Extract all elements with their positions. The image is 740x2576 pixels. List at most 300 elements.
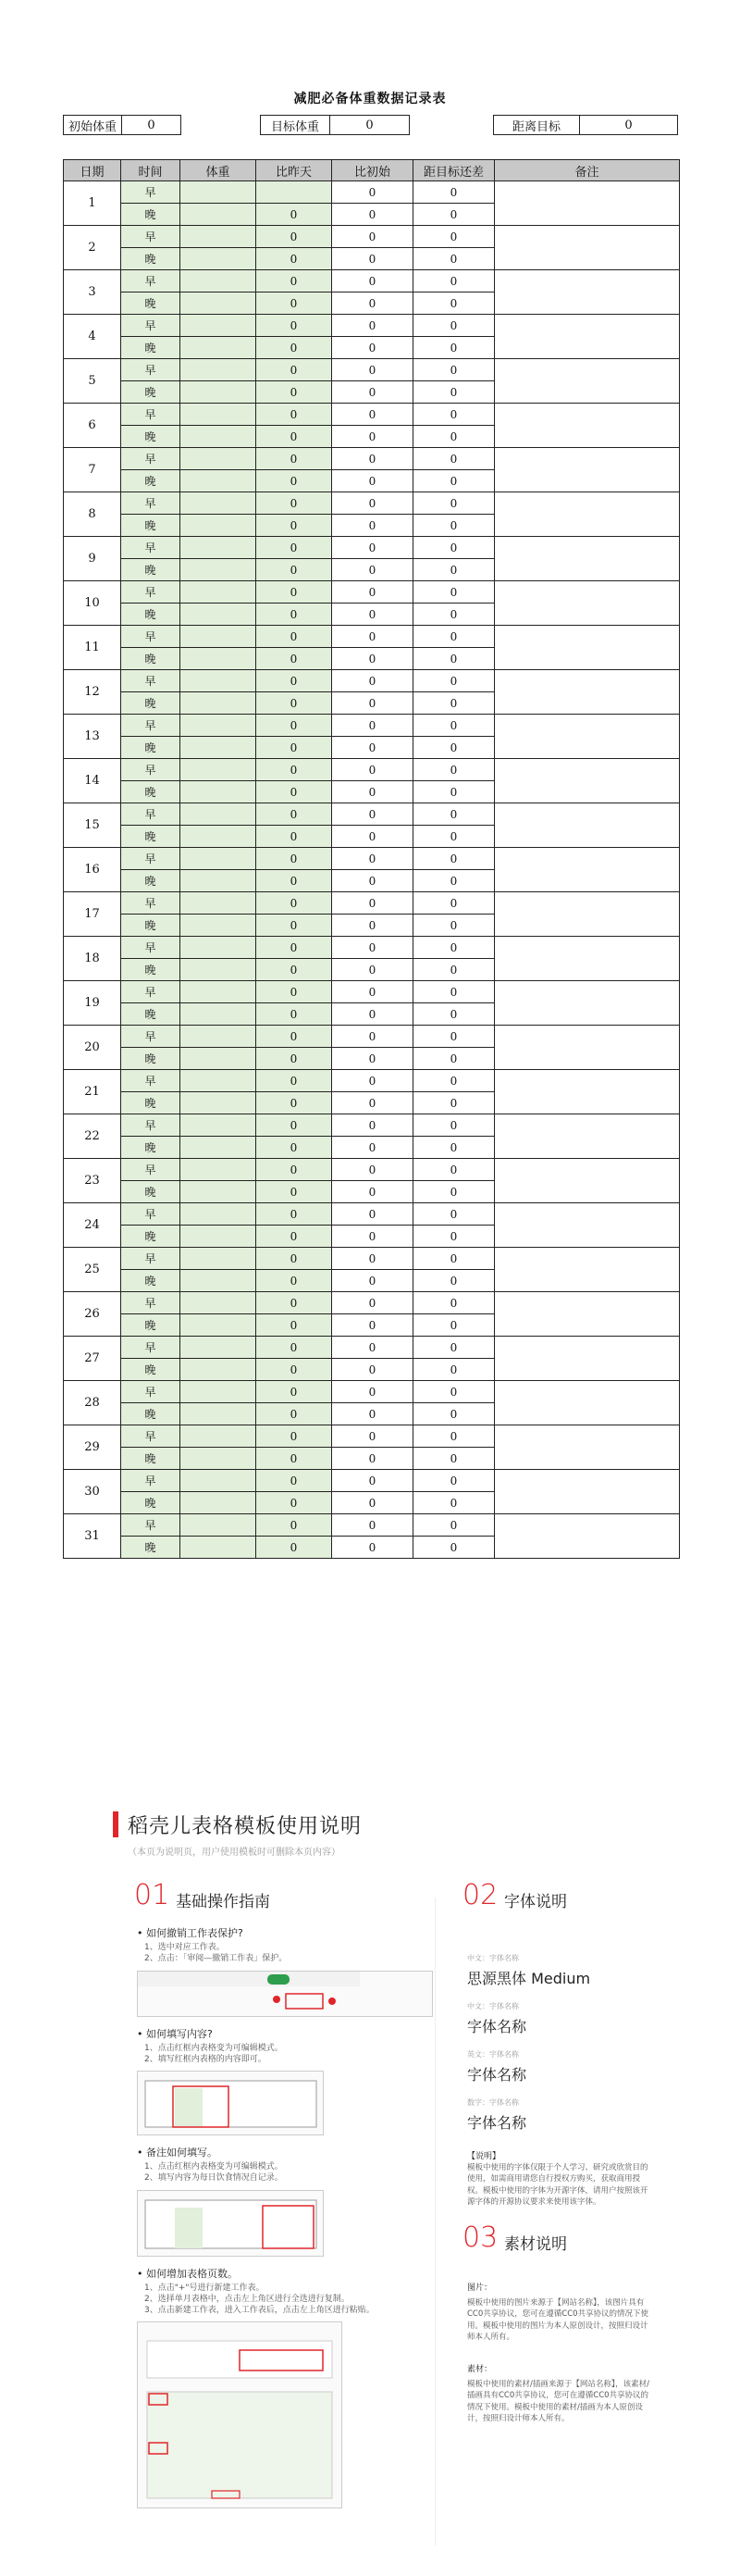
- to-target-cell: 0: [413, 1448, 495, 1470]
- date-cell: 15: [64, 803, 121, 848]
- to-target-cell: 0: [413, 381, 495, 404]
- vs-yesterday-cell: 0: [256, 1048, 332, 1070]
- notes-cell[interactable]: [495, 1026, 680, 1070]
- table-row: [64, 270, 680, 292]
- vs-start-cell: 0: [332, 781, 413, 803]
- to-target-cell: 0: [413, 848, 495, 870]
- section-3-title: 素材说明: [504, 2235, 567, 2254]
- vs-yesterday-cell: 0: [256, 781, 332, 803]
- weight-input-cell[interactable]: [180, 826, 256, 848]
- vs-start-cell: 0: [332, 1026, 413, 1048]
- vs-yesterday-cell: 0: [256, 337, 332, 359]
- vs-start-cell: 0: [332, 915, 413, 937]
- to-target-cell: 0: [413, 1203, 495, 1226]
- weight-input-cell[interactable]: [180, 1114, 256, 1137]
- notes-cell[interactable]: [495, 981, 680, 1026]
- weight-input-cell[interactable]: [180, 1270, 256, 1292]
- to-target-cell: 0: [413, 1070, 495, 1092]
- weight-input-cell[interactable]: [180, 848, 256, 870]
- weight-input-cell[interactable]: [180, 381, 256, 404]
- notes-cell[interactable]: [495, 715, 680, 759]
- time-cell: 晚: [121, 515, 180, 537]
- weight-input-cell[interactable]: [180, 604, 256, 626]
- weight-input-cell[interactable]: [180, 937, 256, 959]
- review-toolbar-screenshot: [137, 1971, 433, 2017]
- date-cell: 5: [64, 359, 121, 404]
- vs-yesterday-cell: 0: [256, 226, 332, 248]
- guide-subtitle: （本页为说明页，用户使用模板时可删除本页内容）: [128, 1848, 340, 1858]
- to-target-cell: 0: [413, 470, 495, 492]
- date-cell: 26: [64, 1292, 121, 1337]
- vs-yesterday-cell: 0: [256, 1514, 332, 1537]
- vs-yesterday-cell: 0: [256, 848, 332, 870]
- time-cell: 早: [121, 448, 180, 470]
- time-cell: 早: [121, 315, 180, 337]
- date-cell: 4: [64, 315, 121, 359]
- date-cell: 24: [64, 1203, 121, 1248]
- target-weight-box[interactable]: [260, 115, 410, 135]
- time-cell: 早: [121, 1514, 180, 1537]
- weight-input-cell[interactable]: [180, 759, 256, 781]
- q1-heading: • 如何撤销工作表保护?: [137, 1925, 433, 1940]
- notes-cell[interactable]: [495, 848, 680, 892]
- vs-start-cell: 0: [332, 870, 413, 892]
- table-row: [64, 981, 680, 1003]
- vs-yesterday-cell: 0: [256, 1181, 332, 1203]
- material-note: 模板中使用的素材/插画来源于【网站名称】，该素材/插画具有CC0共享协议，您可在遵循CC0共享协议的情况下使用。模板中使用的素材/插画为本人原创设计，按照归设计师本人所有。: [467, 2380, 649, 2423]
- q3-step: 2、填写内容为每日饮食情况自记录。: [144, 2173, 283, 2184]
- time-cell: 早: [121, 1248, 180, 1270]
- to-target-cell: 0: [413, 1003, 495, 1026]
- weight-input-cell[interactable]: [180, 292, 256, 315]
- time-cell: 晚: [121, 1137, 180, 1159]
- vs-yesterday-cell: 0: [256, 1292, 332, 1314]
- vs-yesterday-cell: 0: [256, 559, 332, 581]
- weight-input-cell[interactable]: [180, 1537, 256, 1559]
- weight-input-cell[interactable]: [180, 1381, 256, 1403]
- table-row: [64, 448, 680, 470]
- section-3-number: 03: [462, 2221, 499, 2254]
- to-target-cell: 0: [413, 1359, 495, 1381]
- weight-input-cell[interactable]: [180, 559, 256, 581]
- basic-ops-column: [137, 1925, 433, 2518]
- vs-start-cell: 0: [332, 1159, 413, 1181]
- to-target-cell: 0: [413, 1292, 495, 1314]
- vs-yesterday-cell: 0: [256, 1248, 332, 1270]
- table-row: [64, 848, 680, 870]
- vs-yesterday-cell: 0: [256, 648, 332, 670]
- notes-cell[interactable]: [495, 404, 680, 448]
- vs-yesterday-cell: 0: [256, 715, 332, 737]
- vs-yesterday-cell: 0: [256, 1270, 332, 1292]
- to-target-cell: 0: [413, 181, 495, 204]
- date-cell: 30: [64, 1470, 121, 1514]
- notes-cell[interactable]: [495, 1337, 680, 1381]
- to-target-cell: 0: [413, 626, 495, 648]
- weight-input-cell[interactable]: [180, 737, 256, 759]
- weight-input-cell[interactable]: [180, 1048, 256, 1070]
- table-row: [64, 537, 680, 559]
- date-cell: 23: [64, 1159, 121, 1203]
- vs-start-cell: 0: [332, 959, 413, 981]
- section-1-title: 基础操作指南: [176, 1893, 270, 1911]
- vs-yesterday-cell: 0: [256, 1337, 332, 1359]
- weight-input-cell[interactable]: [180, 626, 256, 648]
- vs-yesterday-cell: 0: [256, 692, 332, 715]
- to-target-cell: 0: [413, 803, 495, 826]
- weight-input-cell[interactable]: [180, 537, 256, 559]
- weight-input-cell[interactable]: [180, 515, 256, 537]
- notes-cell[interactable]: [495, 803, 680, 848]
- vs-start-cell: 0: [332, 204, 413, 226]
- vs-start-cell: 0: [332, 1270, 413, 1292]
- notes-cell[interactable]: [495, 181, 680, 226]
- weight-input-cell[interactable]: [180, 1137, 256, 1159]
- vs-start-cell: 0: [332, 1337, 413, 1359]
- to-target-cell: 0: [413, 1026, 495, 1048]
- vs-yesterday-cell: 0: [256, 604, 332, 626]
- target-weight-label: 目标体重: [261, 116, 330, 134]
- font-name: 字体名称: [467, 2018, 527, 2035]
- vs-yesterday-cell: 0: [256, 1203, 332, 1226]
- add-sheet-screenshot: [137, 2321, 342, 2508]
- q2-heading: • 如何填写内容?: [137, 2026, 433, 2041]
- vs-yesterday-cell: 0: [256, 1425, 332, 1448]
- vs-start-cell: 0: [332, 626, 413, 648]
- to-target-cell: 0: [413, 226, 495, 248]
- to-target-cell: 0: [413, 1314, 495, 1337]
- to-target-cell: 0: [413, 404, 495, 426]
- guide-title: 稻壳儿表格模板使用说明: [128, 1815, 363, 1838]
- weight-input-cell[interactable]: [180, 1181, 256, 1203]
- notes-cell[interactable]: [495, 626, 680, 670]
- weight-input-cell[interactable]: [180, 892, 256, 915]
- table-row: [64, 226, 680, 248]
- date-cell: 6: [64, 404, 121, 448]
- vs-yesterday-cell: 0: [256, 1381, 332, 1403]
- notes-cell[interactable]: [495, 1425, 680, 1470]
- notes-cell[interactable]: [495, 581, 680, 626]
- table-row: [64, 492, 680, 515]
- weight-input-cell[interactable]: [180, 1003, 256, 1026]
- to-target-cell: 0: [413, 359, 495, 381]
- time-cell: 晚: [121, 692, 180, 715]
- to-target-cell: 0: [413, 270, 495, 292]
- notes-cell[interactable]: [495, 492, 680, 537]
- notes-cell[interactable]: [495, 1203, 680, 1248]
- vs-yesterday-cell: 0: [256, 1159, 332, 1181]
- weight-input-cell[interactable]: [180, 870, 256, 892]
- fill-in-screenshot: [137, 2071, 324, 2135]
- weight-input-cell[interactable]: [180, 648, 256, 670]
- time-cell: 早: [121, 626, 180, 648]
- distance-box: [493, 115, 678, 135]
- weight-input-cell[interactable]: [180, 981, 256, 1003]
- date-cell: 8: [64, 492, 121, 537]
- weight-input-cell[interactable]: [180, 803, 256, 826]
- vs-start-cell: 0: [332, 315, 413, 337]
- date-cell: 25: [64, 1248, 121, 1292]
- vs-start-cell: 0: [332, 715, 413, 737]
- vs-yesterday-cell: 0: [256, 1026, 332, 1048]
- vs-yesterday-cell: 0: [256, 1070, 332, 1092]
- notes-cell[interactable]: [495, 270, 680, 315]
- time-cell: 晚: [121, 1314, 180, 1337]
- time-cell: 晚: [121, 1003, 180, 1026]
- vs-yesterday-cell: 0: [256, 1314, 332, 1337]
- to-target-cell: 0: [413, 937, 495, 959]
- notes-cell[interactable]: [495, 1470, 680, 1514]
- target-weight-value[interactable]: 0: [365, 118, 374, 132]
- font-item: [467, 1953, 590, 1988]
- table-row: [64, 759, 680, 781]
- table-row: [64, 1114, 680, 1137]
- table-row: [64, 1070, 680, 1092]
- weight-input-cell[interactable]: [180, 426, 256, 448]
- weight-input-cell[interactable]: [180, 1492, 256, 1514]
- start-weight-value[interactable]: 0: [147, 118, 155, 132]
- time-cell: 晚: [121, 1403, 180, 1425]
- weight-log-table: [63, 159, 680, 1559]
- notes-cell[interactable]: [495, 1514, 680, 1559]
- weight-input-cell[interactable]: [180, 204, 256, 226]
- vs-start-cell: 0: [332, 604, 413, 626]
- time-cell: 早: [121, 1203, 180, 1226]
- notes-cell[interactable]: [495, 1292, 680, 1337]
- notes-cell[interactable]: [495, 359, 680, 404]
- weight-input-cell[interactable]: [180, 959, 256, 981]
- vs-yesterday-cell: 0: [256, 292, 332, 315]
- vs-start-cell: 0: [332, 1203, 413, 1226]
- to-target-cell: 0: [413, 670, 495, 692]
- weight-input-cell[interactable]: [180, 1359, 256, 1381]
- weight-input-cell[interactable]: [180, 1070, 256, 1092]
- weight-input-cell[interactable]: [180, 470, 256, 492]
- notes-cell[interactable]: [495, 448, 680, 492]
- image-note-heading: 图片：: [467, 2284, 493, 2293]
- weight-input-cell[interactable]: [180, 1514, 256, 1537]
- distance-label: 距离目标: [494, 116, 580, 134]
- header-date: 日期: [64, 160, 121, 181]
- notes-cell[interactable]: [495, 1070, 680, 1114]
- font-item: [467, 2049, 526, 2084]
- vs-start-cell: 0: [332, 181, 413, 204]
- weight-input-cell[interactable]: [180, 248, 256, 270]
- font-caption: 中文：字体名称: [467, 2002, 519, 2010]
- vs-yesterday-cell: 0: [256, 315, 332, 337]
- weight-input-cell[interactable]: [180, 1314, 256, 1337]
- date-cell: 29: [64, 1425, 121, 1470]
- table-row: [64, 404, 680, 426]
- date-cell: 19: [64, 981, 121, 1026]
- add-sheet-illustration: [138, 2322, 341, 2506]
- date-cell: 28: [64, 1381, 121, 1425]
- vs-start-cell: 0: [332, 803, 413, 826]
- q1-step: 1、选中对应工作表。: [144, 1943, 225, 1952]
- weight-input-cell[interactable]: [180, 404, 256, 426]
- weight-input-cell[interactable]: [180, 915, 256, 937]
- vs-yesterday-cell: 0: [256, 1403, 332, 1425]
- vs-start-cell: 0: [332, 1248, 413, 1270]
- header-vs-yesterday: 比昨天: [256, 160, 332, 181]
- weight-input-cell[interactable]: [180, 1203, 256, 1226]
- vs-yesterday-cell: 0: [256, 404, 332, 426]
- to-target-cell: 0: [413, 581, 495, 604]
- table-row: [64, 937, 680, 959]
- vs-yesterday-cell: 0: [256, 537, 332, 559]
- font-name: 字体名称: [467, 2114, 527, 2132]
- time-cell: 早: [121, 892, 180, 915]
- notes-cell[interactable]: [495, 892, 680, 937]
- q3-step: 1、点击红框内表格变为可编辑模式。: [144, 2162, 283, 2172]
- to-target-cell: 0: [413, 959, 495, 981]
- notes-cell[interactable]: [495, 1114, 680, 1159]
- notes-cell[interactable]: [495, 1381, 680, 1425]
- notes-cell[interactable]: [495, 759, 680, 803]
- weight-input-cell[interactable]: [180, 1292, 256, 1314]
- notes-cell[interactable]: [495, 1248, 680, 1292]
- weight-input-cell[interactable]: [180, 715, 256, 737]
- table-header-row: [64, 160, 680, 181]
- vs-yesterday-cell: 0: [256, 737, 332, 759]
- time-cell: 晚: [121, 1048, 180, 1070]
- date-cell: 22: [64, 1114, 121, 1159]
- vs-start-cell: 0: [332, 426, 413, 448]
- to-target-cell: 0: [413, 915, 495, 937]
- vs-start-cell: 0: [332, 581, 413, 604]
- time-cell: 晚: [121, 1181, 180, 1203]
- to-target-cell: 0: [413, 1137, 495, 1159]
- header-vs-start: 比初始: [332, 160, 413, 181]
- vs-yesterday-cell: 0: [256, 959, 332, 981]
- table-row: [64, 581, 680, 604]
- time-cell: 早: [121, 670, 180, 692]
- time-cell: 早: [121, 715, 180, 737]
- weight-input-cell[interactable]: [180, 1026, 256, 1048]
- time-cell: 早: [121, 1381, 180, 1403]
- notes-cell[interactable]: [495, 670, 680, 715]
- vs-start-cell: 0: [332, 337, 413, 359]
- header-weight: 体重: [180, 160, 256, 181]
- vs-yesterday-cell: 0: [256, 1537, 332, 1559]
- weight-input-cell[interactable]: [180, 1248, 256, 1270]
- time-cell: 晚: [121, 870, 180, 892]
- time-cell: 晚: [121, 781, 180, 803]
- header-time: 时间: [121, 160, 180, 181]
- time-cell: 早: [121, 1470, 180, 1492]
- weight-input-cell[interactable]: [180, 1470, 256, 1492]
- weight-input-cell[interactable]: [180, 1337, 256, 1359]
- to-target-cell: 0: [413, 604, 495, 626]
- to-target-cell: 0: [413, 492, 495, 515]
- weight-input-cell[interactable]: [180, 226, 256, 248]
- date-cell: 20: [64, 1026, 121, 1070]
- notes-cell[interactable]: [495, 1159, 680, 1203]
- time-cell: 晚: [121, 470, 180, 492]
- q4-heading: • 如何增加表格页数。: [137, 2266, 433, 2281]
- time-cell: 早: [121, 981, 180, 1003]
- vs-start-cell: 0: [332, 648, 413, 670]
- date-cell: 16: [64, 848, 121, 892]
- time-cell: 早: [121, 404, 180, 426]
- vs-yesterday-cell: 0: [256, 248, 332, 270]
- time-cell: 晚: [121, 248, 180, 270]
- font-caption: 中文：字体名称: [467, 1954, 519, 1962]
- weight-input-cell[interactable]: [180, 359, 256, 381]
- date-cell: 1: [64, 181, 121, 226]
- table-row: [64, 1203, 680, 1226]
- font-name: 字体名称: [467, 2066, 527, 2084]
- weight-input-cell[interactable]: [180, 181, 256, 204]
- weight-input-cell[interactable]: [180, 1226, 256, 1248]
- vs-start-cell: 0: [332, 1359, 413, 1381]
- vs-yesterday-cell: 0: [256, 892, 332, 915]
- weight-input-cell[interactable]: [180, 1448, 256, 1470]
- weight-input-cell[interactable]: [180, 315, 256, 337]
- weight-input-cell[interactable]: [180, 492, 256, 515]
- vs-start-cell: 0: [332, 737, 413, 759]
- weight-input-cell[interactable]: [180, 337, 256, 359]
- time-cell: 晚: [121, 737, 180, 759]
- vs-start-cell: 0: [332, 1448, 413, 1470]
- time-cell: 晚: [121, 1226, 180, 1248]
- weight-input-cell[interactable]: [180, 781, 256, 803]
- vs-yesterday-cell: 0: [256, 1492, 332, 1514]
- weight-input-cell[interactable]: [180, 448, 256, 470]
- vs-start-cell: 0: [332, 404, 413, 426]
- weight-input-cell[interactable]: [180, 1403, 256, 1425]
- notes-cell[interactable]: [495, 537, 680, 581]
- q4-step: 2、选择单月表格中，点击左上角区进行全选进行复制。: [144, 2294, 350, 2304]
- notes-cell[interactable]: [495, 937, 680, 981]
- sheet-title: 减肥必备体重数据记录表: [293, 92, 447, 106]
- to-target-cell: 0: [413, 1226, 495, 1248]
- weight-input-cell[interactable]: [180, 1159, 256, 1181]
- vs-yesterday-cell: 0: [256, 670, 332, 692]
- vs-start-cell: 0: [332, 1292, 413, 1314]
- time-cell: 晚: [121, 559, 180, 581]
- vs-yesterday-cell: 0: [256, 1092, 332, 1114]
- weight-input-cell[interactable]: [180, 692, 256, 715]
- table-row: [64, 803, 680, 826]
- table-row: [64, 1381, 680, 1403]
- weight-input-cell[interactable]: [180, 581, 256, 604]
- time-cell: 晚: [121, 1492, 180, 1514]
- to-target-cell: 0: [413, 1159, 495, 1181]
- date-cell: 13: [64, 715, 121, 759]
- vs-yesterday-cell: 0: [256, 870, 332, 892]
- weight-input-cell[interactable]: [180, 670, 256, 692]
- vs-yesterday-cell: 0: [256, 803, 332, 826]
- vs-start-cell: 0: [332, 292, 413, 315]
- q2-step: 2、填写红框内表格的内容即可。: [144, 2054, 266, 2064]
- start-weight-box[interactable]: [63, 115, 181, 135]
- weight-input-cell[interactable]: [180, 1425, 256, 1448]
- notes-cell[interactable]: [495, 226, 680, 270]
- weight-input-cell[interactable]: [180, 1092, 256, 1114]
- to-target-cell: 0: [413, 1114, 495, 1137]
- weight-input-cell[interactable]: [180, 270, 256, 292]
- vs-start-cell: 0: [332, 848, 413, 870]
- vs-start-cell: 0: [332, 492, 413, 515]
- notes-cell[interactable]: [495, 315, 680, 359]
- vs-start-cell: 0: [332, 470, 413, 492]
- vs-yesterday-cell: 0: [256, 1226, 332, 1248]
- date-cell: 7: [64, 448, 121, 492]
- time-cell: 早: [121, 492, 180, 515]
- vs-yesterday-cell: 0: [256, 1137, 332, 1159]
- q1-step: 2、点击：「审阅—撤销工作表」保护。: [144, 1954, 288, 1964]
